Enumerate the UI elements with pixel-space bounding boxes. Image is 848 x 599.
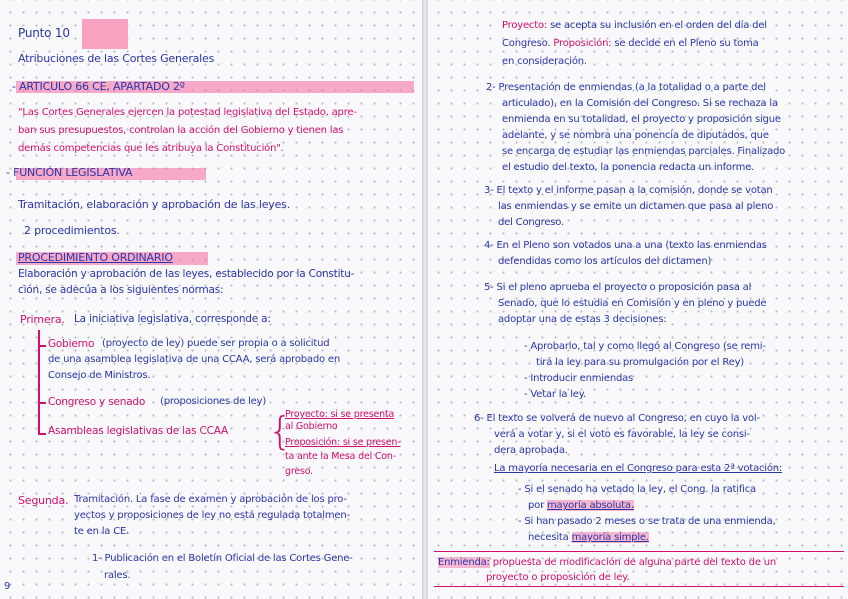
bracket-tick-congreso bbox=[38, 402, 46, 404]
article-heading: - ARTICULO 66 CE, APARTADO 2º bbox=[12, 80, 185, 93]
ordinario-heading: PROCEDIMIENTO ORDINARIO bbox=[18, 251, 173, 264]
quote-line-3: demás competencias que les atribuya la Constitución". bbox=[18, 143, 284, 154]
segunda-text-1: Tramitación. La fase de examen y aprobación de los pro- bbox=[74, 494, 347, 505]
ordinario-text-2: ción, se adecúa a los siguientes normas: bbox=[18, 284, 224, 296]
enmienda-def-text: propuesta de modificación de alguna parte del texto de un bbox=[489, 557, 777, 568]
left-notebook-page bbox=[0, 0, 422, 599]
procedimientos-line: 2 procedimientos. bbox=[24, 224, 120, 237]
step5-line-3: adoptar una de estas 3 decisiones: bbox=[498, 314, 667, 325]
quote-line-2: ban sus presupuestos, controlan la acción del Gobierno y tienen las bbox=[18, 125, 344, 136]
gobierno-text-3: Consejo de Ministros. bbox=[48, 370, 151, 381]
ordinario-text-1: Elaboración y aprobación de las leyes, establecido por la Constitu- bbox=[18, 268, 355, 280]
step6-line-2: verá a votar y, si el voto es favorable, la ley se consi- bbox=[494, 429, 750, 440]
proyecto-note-2: al Gobierno bbox=[285, 421, 338, 432]
proposicion-note-3: greso. bbox=[285, 466, 313, 477]
proposicion-note-2: ta ante la Mesa del Con- bbox=[285, 451, 396, 462]
tramitacion-line: Tramitación, elaboración y aprobación de las leyes. bbox=[18, 198, 290, 211]
step3-line-1: 3- El texto y el informe pasan a la comisión, donde se votan bbox=[484, 185, 773, 196]
step2-line-5: se encarga de estudiar las enmiendas parciales. Finalizado bbox=[502, 146, 786, 157]
consideracion-line: en consideración. bbox=[502, 56, 587, 67]
step1-line-1: 1- Publicación en el Boletín Oficial de las Cortes Gene- bbox=[92, 553, 353, 564]
segunda-text-2: yectos y proposiciones de ley no está regulada totalmen- bbox=[74, 510, 350, 521]
congreso-line bbox=[502, 38, 759, 49]
mayoria-simple: mayoría simple. bbox=[571, 532, 649, 543]
step4-line-1: 4- En el Pleno son votados una a una (texto las enmiendas bbox=[484, 240, 767, 251]
step2-line-2: articulado), en la Comisión del Congreso. Si se rechaza la bbox=[502, 98, 778, 109]
proposicion-note-1: Proposición: si se presen- bbox=[285, 437, 401, 448]
curly-brace: { bbox=[268, 409, 292, 453]
option-line-2: tirá la ley para su promulgación por el Rey) bbox=[536, 357, 744, 368]
gobierno-label: Gobierno bbox=[48, 338, 95, 350]
proposicion-text: se decide en el Pleno su toma bbox=[611, 38, 759, 49]
step2-line-6: el estudio del texto, la ponencia redacta un informe. bbox=[502, 162, 755, 173]
proposicion-label: Proposición: bbox=[550, 38, 612, 49]
congreso-word: Congreso. bbox=[502, 38, 551, 49]
veto-line-2 bbox=[528, 500, 634, 511]
pink-sticky-tab bbox=[82, 19, 128, 49]
segunda-label: Segunda. bbox=[18, 494, 69, 507]
bracket-tick-asambleas bbox=[38, 433, 46, 435]
enmienda-rule-line-1: - Si han pasado 2 meses o se trata de una enmienda, bbox=[518, 516, 776, 527]
primera-label: Primera. bbox=[20, 313, 65, 326]
enmienda-def-line-1 bbox=[438, 557, 776, 568]
step6-line-1: 6- El texto se volverá de nuevo al Congreso, en cuyo la vol- bbox=[474, 413, 760, 424]
proyecto-text: se acepta su inclusión en el orden del día del bbox=[547, 20, 767, 31]
quote-line-1: "Las Cortes Generales ejercen la potestad legislativa del Estado, apre- bbox=[18, 107, 357, 118]
proyecto-label: Proyecto: bbox=[502, 20, 548, 31]
step5-line-1: 5- Si el pleno aprueba el proyecto o proposición pasa al bbox=[484, 282, 752, 293]
proyecto-note-1: Proyecto: si se presenta bbox=[285, 409, 395, 420]
enmienda-label: Enmienda: bbox=[438, 557, 490, 568]
congreso-text: (proposiciones de ley) bbox=[160, 396, 267, 407]
enmienda-rule-prefix: necesita bbox=[528, 532, 572, 543]
veto-prefix: por bbox=[528, 500, 547, 511]
option-line-3: - Introducir enmiendas bbox=[524, 373, 634, 384]
option-line-1: - Aprobarlo, tal y como llegó al Congreso (se remi- bbox=[524, 341, 766, 352]
step6-line-3: dera aprobada. bbox=[494, 445, 568, 456]
enmienda-rule-line-2 bbox=[528, 532, 649, 543]
veto-line-1: - Si el senado ha vetado la ley, el Cong. la ratifica bbox=[518, 484, 756, 495]
step5-line-2: Senado, que lo estudia en Comisión y en pleno y puede bbox=[498, 298, 767, 309]
option-line-4: - Vetar la ley. bbox=[524, 389, 587, 400]
step1-line-2: rales. bbox=[104, 570, 131, 581]
mayoria-absoluta: mayoría absoluta. bbox=[546, 500, 634, 511]
step3-line-2: las enmiendas y se emite un dictamen que pasa al pleno bbox=[498, 201, 774, 212]
section-subtitle: Atribuciones de las Cortes Generales bbox=[18, 52, 215, 65]
page-title: Punto 10 bbox=[18, 26, 70, 40]
step2-line-3: enmienda en su totalidad, el proyecto y proposición sigue bbox=[502, 114, 781, 125]
gobierno-text-1: (proyecto de ley) puede ser propia o a solicitud bbox=[102, 338, 330, 349]
function-heading: - FUNCIÓN LEGISLATIVA bbox=[6, 166, 133, 179]
proyecto-line bbox=[502, 20, 767, 31]
mayoria-line: La mayoría necesaria en el Congreso para esta 2ª votación: bbox=[494, 463, 783, 474]
right-notebook-page bbox=[428, 0, 848, 599]
primera-text: La iniciativa legislativa, corresponde a: bbox=[74, 313, 271, 325]
congreso-label: Congreso y senado bbox=[48, 396, 146, 408]
step4-line-2: defendidas como los artículos del dictamen) bbox=[498, 256, 712, 267]
step2-line-4: adelante, y se nombra una ponencia de diputados, que bbox=[502, 130, 769, 141]
step2-line-1: 2- Presentación de enmiendas (a la totalidad o a parte del bbox=[486, 82, 766, 93]
segunda-text-3: te en la CE. bbox=[74, 526, 130, 537]
gobierno-text-2: de una asamblea legislativa de una CCAA, será aprobado en bbox=[48, 354, 340, 365]
page-number: 9 bbox=[4, 581, 11, 592]
step3-line-3: del Congreso. bbox=[498, 217, 565, 228]
asambleas-label: Asambleas legislativas de las CCAA bbox=[48, 425, 229, 437]
bracket-tick-gobierno bbox=[38, 345, 46, 347]
enmienda-def-line-2: proyecto o proposición de ley. bbox=[486, 572, 630, 583]
